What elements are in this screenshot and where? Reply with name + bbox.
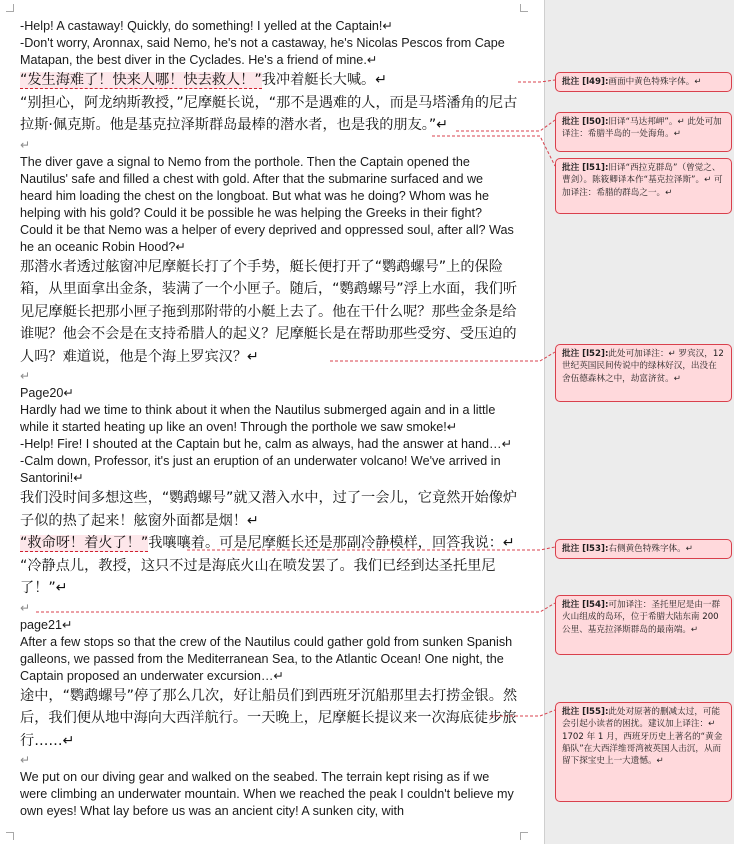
page-corner-mark — [6, 832, 14, 840]
comment-label: 批注 [l54]: — [562, 600, 609, 610]
english-paragraph: -Help! A castaway! Quickly, do something! I yelled at the Captain!↵ — [20, 19, 393, 33]
english-paragraph: page21↵ — [20, 617, 73, 632]
text-run: “冷静点儿，教授，这只不过是海底火山在喷发罢了。我们已经到达圣托里尼了！”↵ — [20, 557, 496, 596]
english-paragraph: Page20↵ — [20, 386, 74, 400]
page-corner-mark — [520, 832, 528, 840]
comment-label: 批注 [l50]: — [562, 117, 609, 127]
chinese-paragraph — [20, 532, 518, 555]
comment-label: 批注 [l51]: — [562, 163, 609, 173]
english-paragraph: The diver gave a signal to Nemo from the porthole. Then the Captain opened the Nautilus' safe and filled a chest with gold. After that the submarine surfaced and we heard him loading the chest on the longboat. But what was he doing? Whom was he helping with his gold? Could it be possible he was helping the Greeks in their fight? Could it be that Nemo was a helper of every deprived and oppressed soul, after all? Was he an oceanic Robin Hood?↵ — [20, 154, 514, 254]
text-run: 我冲着艇长大喊。↵ — [261, 72, 388, 88]
english-paragraph: -Don't worry, Aronnax, said Nemo, he's not a castaway, he's Nicolas Pescos from Cape Matapan, the best diver in the Cyclades. He's a friend of mine.↵ — [20, 36, 505, 67]
comment-label: 批注 [l55]: — [562, 707, 609, 717]
comment-balloon[interactable] — [555, 72, 732, 92]
text-run: 那潜水者透过舷窗冲尼摩艇长打了个手势，艇长便打开了“鹦鹉螺号”上的保险箱，从里面拿出金条，装满了一个小匣子。随后，“鹦鹉螺号”浮上水面，我们听见尼摩艇长把那小匣子拖到那附带的小艇上去了。他在干什么呢？那些金条是给谁呢？他会不会是在支持希腊人的起义？尼摩艇长是在帮助那些受穷、受压迫的人吗？难道说，他是个海上罗宾汉？↵ — [20, 258, 518, 365]
comment-text: 右侧黄色特殊字体。↵ — [608, 544, 693, 554]
document-body[interactable] — [20, 18, 518, 820]
comment-label: 批注 [l52]: — [562, 349, 609, 359]
empty-paragraph: ↵ — [20, 137, 31, 152]
comment-text: 此处可加译注：↵ 罗宾汉，12 世纪英国民间传说中的绿林好汉，出没在舍伍德森林之中，劫富济贫。↵ — [562, 349, 724, 384]
empty-paragraph: ↵ — [20, 753, 31, 767]
chinese-paragraph — [20, 555, 518, 600]
comment-balloon[interactable] — [555, 158, 732, 214]
english-paragraph: We put on our diving gear and walked on the seabed. The terrain kept rising as if we were climbing an underwater mountain. When we reached the peak I couldn't believe my own eyes! What lay before us was an ancient city! A sunken city, with — [20, 770, 514, 818]
comment-text: 画面中黄色特殊字体。↵ — [608, 77, 702, 87]
comment-balloon[interactable] — [555, 595, 732, 655]
chinese-paragraph — [20, 69, 518, 92]
page-corner-mark — [520, 4, 528, 12]
empty-paragraph: ↵ — [20, 600, 31, 615]
comment-label: 批注 [l53]: — [562, 544, 609, 554]
commented-text: “发生海难了！快来人哪！快去救人！” — [20, 72, 262, 88]
comment-text: 旧译“马达邦岬”。↵ 此处可加译注：希腊半岛的一处海角。↵ — [562, 117, 722, 140]
text-run: 途中，“鹦鹉螺号”停了那么几次，好让船员们到西班牙沉船那里去打捞金银。然后，我们便从地中海向大西洋航行。一天晚上，尼摩艇长提议来一次海底徒步旅行……↵ — [20, 687, 518, 749]
text-run: 我嚷嚷着。可是尼摩艇长还是那副冷静模样，回答我说：↵ — [148, 535, 515, 551]
chinese-paragraph — [20, 92, 518, 137]
english-paragraph: -Help! Fire! I shouted at the Captain but he, calm as always, had the answer at hand…↵ — [20, 437, 513, 451]
page-corner-mark — [6, 4, 14, 12]
english-paragraph: After a few stops so that the crew of the Nautilus could gather gold from sunken Spanish galleons, we passed from the Mediterranean Sea, to the Atlantic Ocean! One night, the Captain proposed an underwater excursion…↵ — [20, 634, 513, 683]
comment-text: 可加译注：圣托里尼是由一群火山组成的岛环，位于希腊大陆东南 200 公里、基克拉泽斯群岛的最南端。↵ — [562, 600, 721, 635]
english-paragraph: -Calm down, Professor, it's just an eruption of an underwater volcano! We've arrived in Santorini!↵ — [20, 454, 501, 485]
comment-label: 批注 [l49]: — [562, 77, 609, 87]
text-run: “别担心，阿龙纳斯教授，”尼摩艇长说，“那不是遇难的人，而是马塔潘角的尼古拉斯·佩克斯。他是基克拉泽斯群岛最棒的潜水者，也是我的朋友。”↵ — [20, 94, 518, 133]
empty-paragraph: ↵ — [20, 369, 31, 383]
english-paragraph: Hardly had we time to think about it when the Nautilus submerged again and in a little while it started heating up like an oven! Through the porthole we saw smoke!↵ — [20, 403, 496, 434]
comment-balloon[interactable] — [555, 702, 732, 802]
chinese-paragraph — [20, 685, 518, 753]
chinese-paragraph — [20, 487, 518, 532]
comment-text: 此处对原著的删减太过，可能会引起小读者的困扰。建议加上译注：↵ 1702 年 1 月，西班牙历史上著名的“黄金船队”在大西洋维哥湾被英国人击沉，从而留下探宝史上一大遗憾。↵ — [562, 707, 723, 767]
comment-balloon[interactable] — [555, 112, 732, 152]
comment-balloon[interactable] — [555, 344, 732, 402]
comment-balloon[interactable] — [555, 539, 732, 559]
comment-text: 旧译“西拉克群岛”（曾觉之、曹剑）。陈筱卿译本作“基克拉泽斯”。↵ 可加译注：希腊的群岛之一。↵ — [562, 163, 723, 198]
text-run: 我们没时间多想这些，“鹦鹉螺号”就又潜入水中，过了一会儿，它竟然开始像炉子似的热了起来！舷窗外面都是烟！↵ — [20, 490, 518, 529]
chinese-paragraph — [20, 256, 518, 369]
commented-text: “救命呀！着火了！” — [20, 535, 149, 551]
